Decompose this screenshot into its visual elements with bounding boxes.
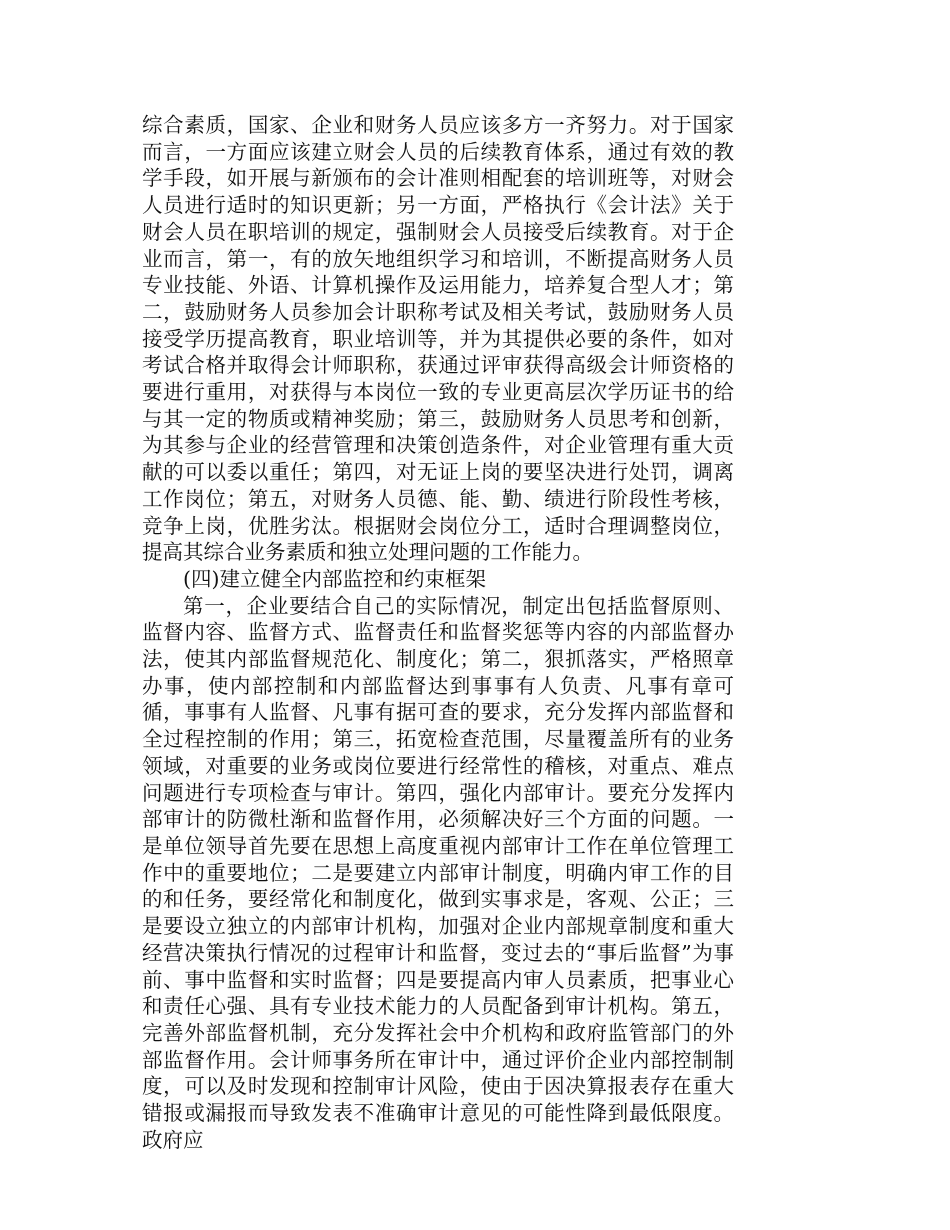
body-paragraph: 第一，企业要结合自己的实际情况，制定出包括监督原则、监督内容、监督方式、监督责任和监督奖惩等内容的内部监督办法，使其内部监督规范化、制度化；第二，狠抓落实，严格照章办事，使内部控制和内部监督达到事事有人负责、凡事有章可循，事事有人监督、凡事有据可查的要求，充分发挥内部监督和全过程控制的作用；第三，拓宽检查范围，尽量覆盖所有的业务领域，对重要的业务或岗位要进行经常性的稽核，对重点、难点问题进行专项检查与审计。第四，强化内部审计。要充分发挥内部审计的防微杜渐和监督作用，必须解决好三个方面的问题。一是单位领导首先要在思想上高度重视内部审计工作在单位管理工作中的重要地位；二是要建立内部审计制度，明确内审工作的目的和任务，要经常化和制度化，做到实事求是，客观、公正；三是要设立独立的内部审计机构，加强对企业内部规章制度和重大经营决策执行情况的过程审计和监督，变过去的“事后监督”为事前、事中监督和实时监督；四是要提高内审人员素质，把事业心和责任心强、具有专业技术能力的人员配备到审计机构。第五，完善外部监督机制，充分发挥社会中介机构和政府监管部门的外部监督作用。会计师事务所在审计中，通过评价企业内部控制制度，可以及时发现和控制审计风险，使由于因决算报表存在重大错报或漏报而导致发表不准确审计意见的可能性降到最低限度。政府应 xyxy=(142,593,734,1152)
document-body xyxy=(142,112,734,1153)
section-heading: (四)建立健全内部监控和约束框架 xyxy=(183,566,486,591)
body-paragraph: 综合素质，国家、企业和财务人员应该多方一齐努力。对于国家而言，一方面应该建立财会人员的后续教育体系，通过有效的教学手段，如开展与新颁布的会计准则相配套的培训班等，对财会人员进行适时的知识更新；另一方面，严格执行《会计法》关于财会人员在职培训的规定，强制财会人员接受后续教育。对于企业而言，第一，有的放矢地组织学习和培训，不断提高财务人员专业技能、外语、计算机操作及运用能力，培养复合型人才；第二，鼓励财务人员参加会计职称考试及相关考试，鼓励财务人员接受学历提高教育，职业培训等，并为其提供必要的条件，如对考试合格并取得会计师职称，获通过评审获得高级会计师资格的要进行重用，对获得与本岗位一致的专业更高层次学历证书的给与其一定的物质或精神奖励；第三，鼓励财务人员思考和创新，为其参与企业的经营管理和决策创造条件，对企业管理有重大贡献的可以委以重任；第四，对无证上岗的要坚决进行处罚，调离工作岗位；第五，对财务人员德、能、勤、绩进行阶段性考核，竞争上岗，优胜劣汰。根据财会岗位分工，适时合理调整岗位，提高其综合业务素质和独立处理问题的工作能力。 xyxy=(142,113,734,565)
